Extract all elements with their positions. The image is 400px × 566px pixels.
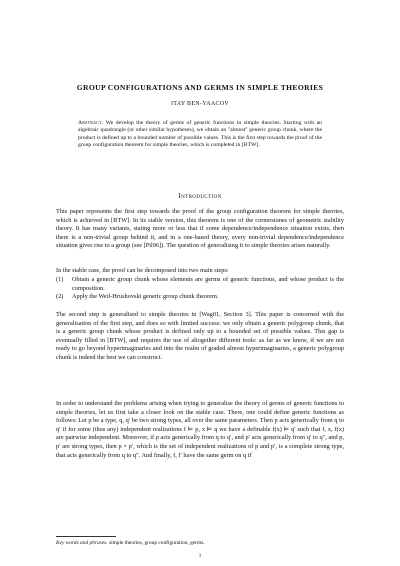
paragraph-text: The second step is generalised to simple theories in [Wag01, Section 3]. This paper is concerned with the generalisation of the first step, and does so with limited success: we only obtain a generic polygroup chunk, that is a generic group chunk whose product is defined only up to a bounded set of possible values. This gap is eventually filled in [BTW], and requires the use of altogether different tools: as far as we know, if we are not ready to go beyond hyperimaginaries and into the realm of graded almost hyperimaginaries, a generic polygroup chunk is indeed the best we can construct. [56,311,344,361]
paper-title: GROUP CONFIGURATIONS AND GERMS IN SIMPLE THEORIES [76,83,324,92]
page-number: 1 [198,553,202,559]
paper-author: ITAY BEN-YAACOV [170,101,230,107]
abstract [78,120,322,149]
footnote-divider [56,536,116,537]
list-item-text: Obtain a generic group chunk whose elements are germs of generic functions, and whose product is the composition. [72,276,344,292]
abstract-label: Abstract. [78,120,104,126]
paragraph-text: In the stable case, the proof can be decomposed into two main steps: [56,267,229,274]
steps-list [56,276,344,302]
section-heading-introduction: Introduction [178,192,222,200]
intro-paragraph-3 [56,311,344,363]
abstract-text: We develop the theory of germs of generic functions in simple theories. Starting with an algebraic quadrangle (or other similar hypotheses), we obtain an "almost" generic group chunk, where the product is defined up to a bounded number of possible values. This is the first step towards the proof of the group configuration theorem for simple theories, which is completed in [BTW]. [78,120,322,148]
paragraph-text: In order to understand the problems arising when trying to generalise the theory of germs of generic functions to simple theories, let us first take a closer look on the stable case. There, one could define generic functions as follows: Let p be a type, q, q′ be two strong types, all over the same parameters. Then p acts generically from q to q′ if for some (thus any) independent realizations f ⊨ p, x ⊨ q we have a definable f(x) ⊨ q′ such that f, x, f(x) are pairwise independent. Moreover, if p acts generically from q to q′, and p′ acts generically from q′ to q″, and p, p′ are strong types, then p × p′, which is the set of independent realizations of p and p′, is a complete strong type, that acts generically from q to q″. And finally, f, f′ have the same germ on q if [56,400,344,459]
intro-paragraph-2 [56,267,344,276]
list-item [56,293,344,302]
intro-paragraph-1 [56,208,344,251]
keywords-label: Key words and phrases. [56,540,108,546]
list-item-number: (2) [56,293,64,301]
keywords-text: simple theories, group configuration, germs. [108,540,205,546]
intro-paragraph-4 [56,400,344,460]
list-item [56,276,344,293]
list-item-text: Apply the Weil-Hrushovski generic group chunk theorem. [72,293,219,301]
paragraph-text: This paper represents the first step towards the proof of the group configuration theorem for simple theories, which is achieved in [BTW]. In its stable version, this theorem is one of the cornerstones of geometric stability theory. It has many variants, stating more or less that if some dependence/independence situation exists, then there is a non-trivial group behind it, and in a one-based theory, every non-trivial dependence/independence situation gives rise to a group (see [Pil96]). The question of generalising it to simple theories arises naturally. [56,208,344,250]
list-item-number: (1) [56,276,64,283]
footnote [56,540,344,547]
